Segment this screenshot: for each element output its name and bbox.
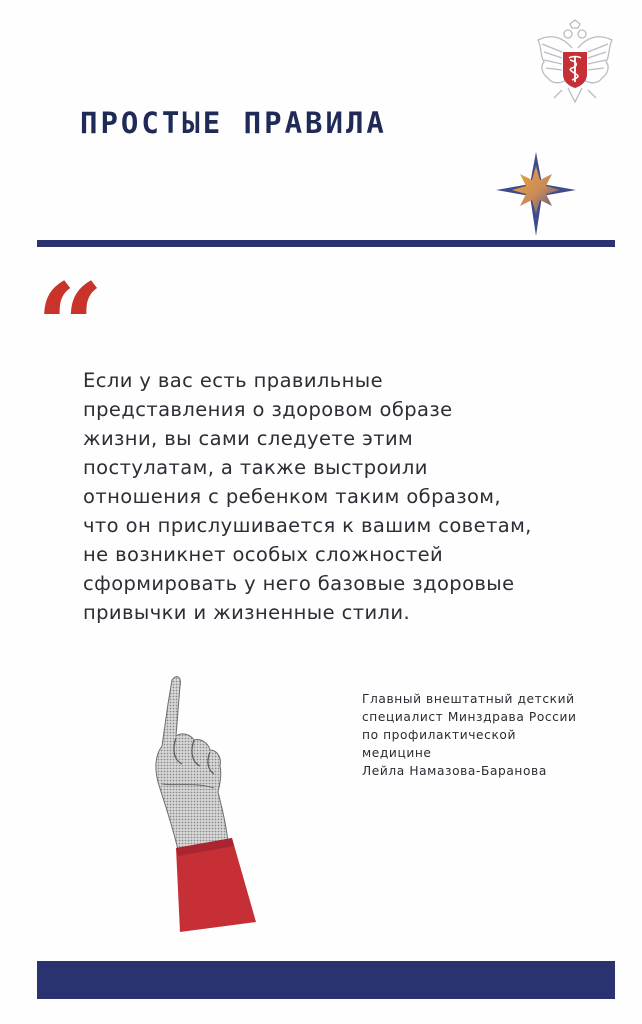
quote-line: постулатам, а также выстроили <box>83 456 428 479</box>
ministry-emblem-icon <box>532 18 618 108</box>
pointing-hand-icon <box>148 674 260 934</box>
attribution-line: медицине <box>362 746 432 760</box>
quote-line: что он прислушивается к вашим советам, <box>83 514 532 537</box>
attribution <box>362 690 622 780</box>
quote-line: отношения с ребенком таким образом, <box>83 485 502 508</box>
quote-text <box>83 366 593 627</box>
quote-line: не возникнет особых сложностей <box>83 543 444 566</box>
quote-line: жизни, вы сами следуете этим <box>83 427 414 450</box>
compass-star-icon <box>494 150 578 238</box>
quote-line: привычки и жизненные стили. <box>83 601 411 624</box>
quote-line: сформировать у него базовые здоровые <box>83 572 515 595</box>
bottom-bar <box>37 961 615 999</box>
attribution-line: по профилактической <box>362 728 516 742</box>
attribution-line: Главный внештатный детский <box>362 692 575 706</box>
top-divider <box>37 240 615 247</box>
attribution-line: специалист Минздрава России <box>362 710 577 724</box>
quote-line: Если у вас есть правильные <box>83 369 383 392</box>
quote-line: представления о здоровом образе <box>83 398 453 421</box>
attribution-author: Лейла Намазова-Баранова <box>362 764 547 778</box>
quote-mark: “ <box>36 257 98 396</box>
page-title: ПРОСТЫЕ ПРАВИЛА <box>80 106 387 140</box>
